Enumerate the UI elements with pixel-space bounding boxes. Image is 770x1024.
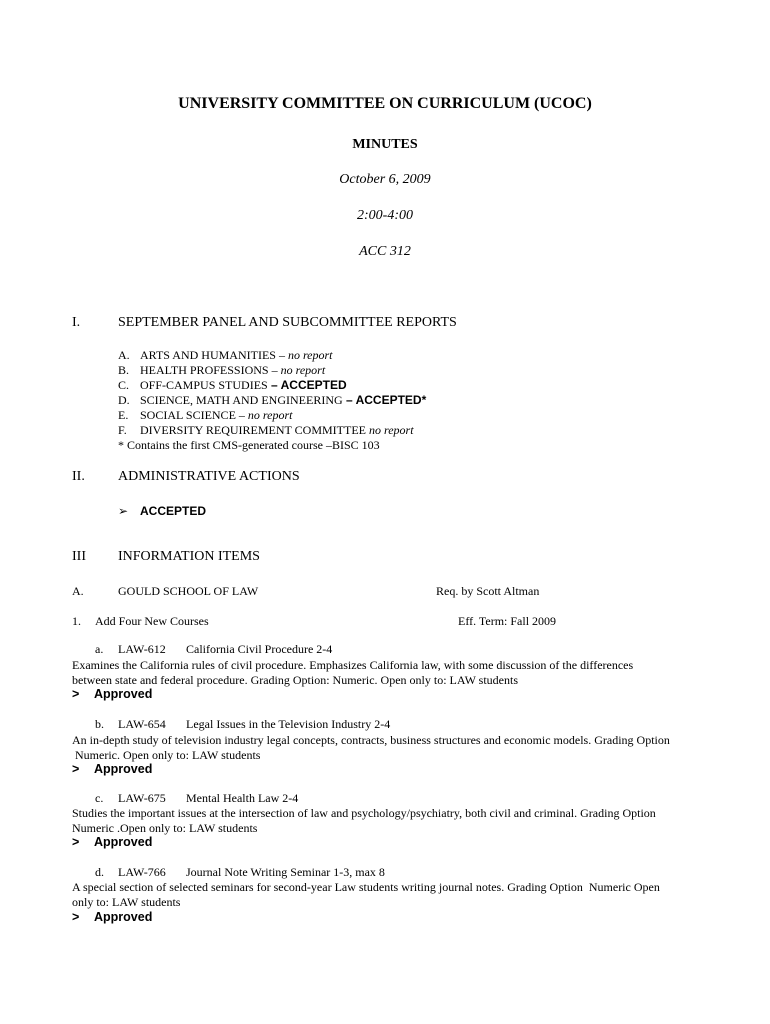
report-label: HEALTH PROFESSIONS (140, 363, 269, 377)
meeting-location: ACC 312 (359, 244, 411, 259)
report-separator: – (342, 393, 356, 407)
report-separator: – (275, 348, 288, 362)
report-separator: – (235, 408, 248, 422)
document-title: UNIVERSITY COMMITTEE ON CURRICULUM (UCOC) (178, 95, 592, 112)
course-letter: c. (95, 791, 104, 805)
report-item (118, 378, 426, 393)
section-2-number: II. (72, 469, 85, 484)
course-name: California Civil Procedure 2-4 (186, 642, 333, 656)
course-name: Legal Issues in the Television Industry 2-4 (186, 717, 391, 731)
report-item (118, 408, 426, 423)
section-3-number: III (72, 549, 86, 564)
report-status: no report (287, 348, 333, 362)
report-separator: – (267, 378, 281, 392)
report-letter: D. (118, 393, 130, 407)
section-1-number: I. (72, 315, 81, 330)
report-item (118, 423, 426, 438)
action-description: Add Four New Courses (95, 614, 209, 628)
report-letter: B. (118, 363, 130, 377)
report-separator: – (268, 363, 281, 377)
course-description-line: Numeric .Open only to: LAW students (72, 821, 258, 835)
course-description-line: An in-depth study of television industry legal concepts, contracts, business structures and economic models. Grading Option (72, 733, 670, 747)
subcommittee-report-list (118, 348, 426, 453)
section-1-title: SEPTEMBER PANEL AND SUBCOMMITTEE REPORTS (118, 315, 457, 330)
report-footnote: * Contains the first CMS-generated course –BISC 103 (118, 438, 380, 452)
course-description-line: Examines the California rules of civil procedure. Emphasizes California law, with some discussion of the differences (72, 658, 634, 672)
course-code: LAW-766 (118, 865, 166, 879)
course-code: LAW-675 (118, 791, 166, 805)
course-description-line: A special section of selected seminars for second-year Law students writing journal notes. Grading Option Numeric Open (72, 880, 660, 894)
report-letter: E. (118, 408, 129, 422)
approved-label: Approved (94, 687, 153, 701)
school-name: GOULD SCHOOL OF LAW (118, 584, 259, 598)
approved-label: Approved (94, 762, 153, 776)
course-letter: a. (95, 642, 104, 656)
course-code: LAW-612 (118, 642, 166, 656)
approved-label: Approved (94, 835, 153, 849)
course-name: Journal Note Writing Seminar 1-3, max 8 (186, 865, 385, 879)
report-status: no report (368, 423, 414, 437)
section-2-title: ADMINISTRATIVE ACTIONS (118, 469, 300, 484)
approved-marker: > (72, 687, 80, 701)
report-letter: A. (118, 348, 130, 362)
meeting-date: October 6, 2009 (339, 172, 431, 187)
course-letter: b. (95, 717, 104, 731)
report-item (118, 363, 426, 378)
section-3-title: INFORMATION ITEMS (118, 549, 260, 564)
administrative-action-status: ACCEPTED (140, 504, 207, 518)
course-description-line: Studies the important issues at the intersection of law and psychology/psychiatry, both civil and criminal. Grading Option (72, 806, 656, 820)
effective-term: Eff. Term: Fall 2009 (458, 614, 557, 628)
report-status: ACCEPTED (280, 378, 347, 392)
minutes-heading: MINUTES (352, 137, 418, 152)
requested-by: Req. by Scott Altman (436, 584, 540, 598)
report-item (118, 393, 426, 408)
report-label: SCIENCE, MATH AND ENGINEERING (140, 393, 343, 407)
approved-marker: > (72, 835, 80, 849)
course-description-line: between state and federal procedure. Grading Option: Numeric. Open only to: LAW students (72, 673, 519, 687)
course-description-line: only to: LAW students (72, 895, 181, 909)
action-number: 1. (72, 614, 81, 628)
approved-label: Approved (94, 910, 153, 924)
report-status: no report (280, 363, 326, 377)
report-label: OFF-CAMPUS STUDIES (140, 378, 268, 392)
report-label: SOCIAL SCIENCE (140, 408, 236, 422)
report-status: no report (247, 408, 293, 422)
course-description-line: Numeric. Open only to: LAW students (72, 748, 261, 762)
arrow-bullet-icon: ➢ (118, 504, 129, 518)
meeting-time: 2:00-4:00 (357, 208, 413, 223)
approved-marker: > (72, 762, 80, 776)
approved-marker: > (72, 910, 80, 924)
school-letter: A. (72, 584, 84, 598)
report-status: ACCEPTED* (355, 393, 427, 407)
report-item (118, 348, 426, 363)
report-label: DIVERSITY REQUIREMENT COMMITTEE (140, 423, 366, 437)
report-letter: C. (118, 378, 130, 392)
report-label: ARTS AND HUMANITIES (140, 348, 276, 362)
report-letter: F. (118, 423, 127, 437)
course-letter: d. (95, 865, 104, 879)
course-name: Mental Health Law 2-4 (186, 791, 299, 805)
course-code: LAW-654 (118, 717, 166, 731)
